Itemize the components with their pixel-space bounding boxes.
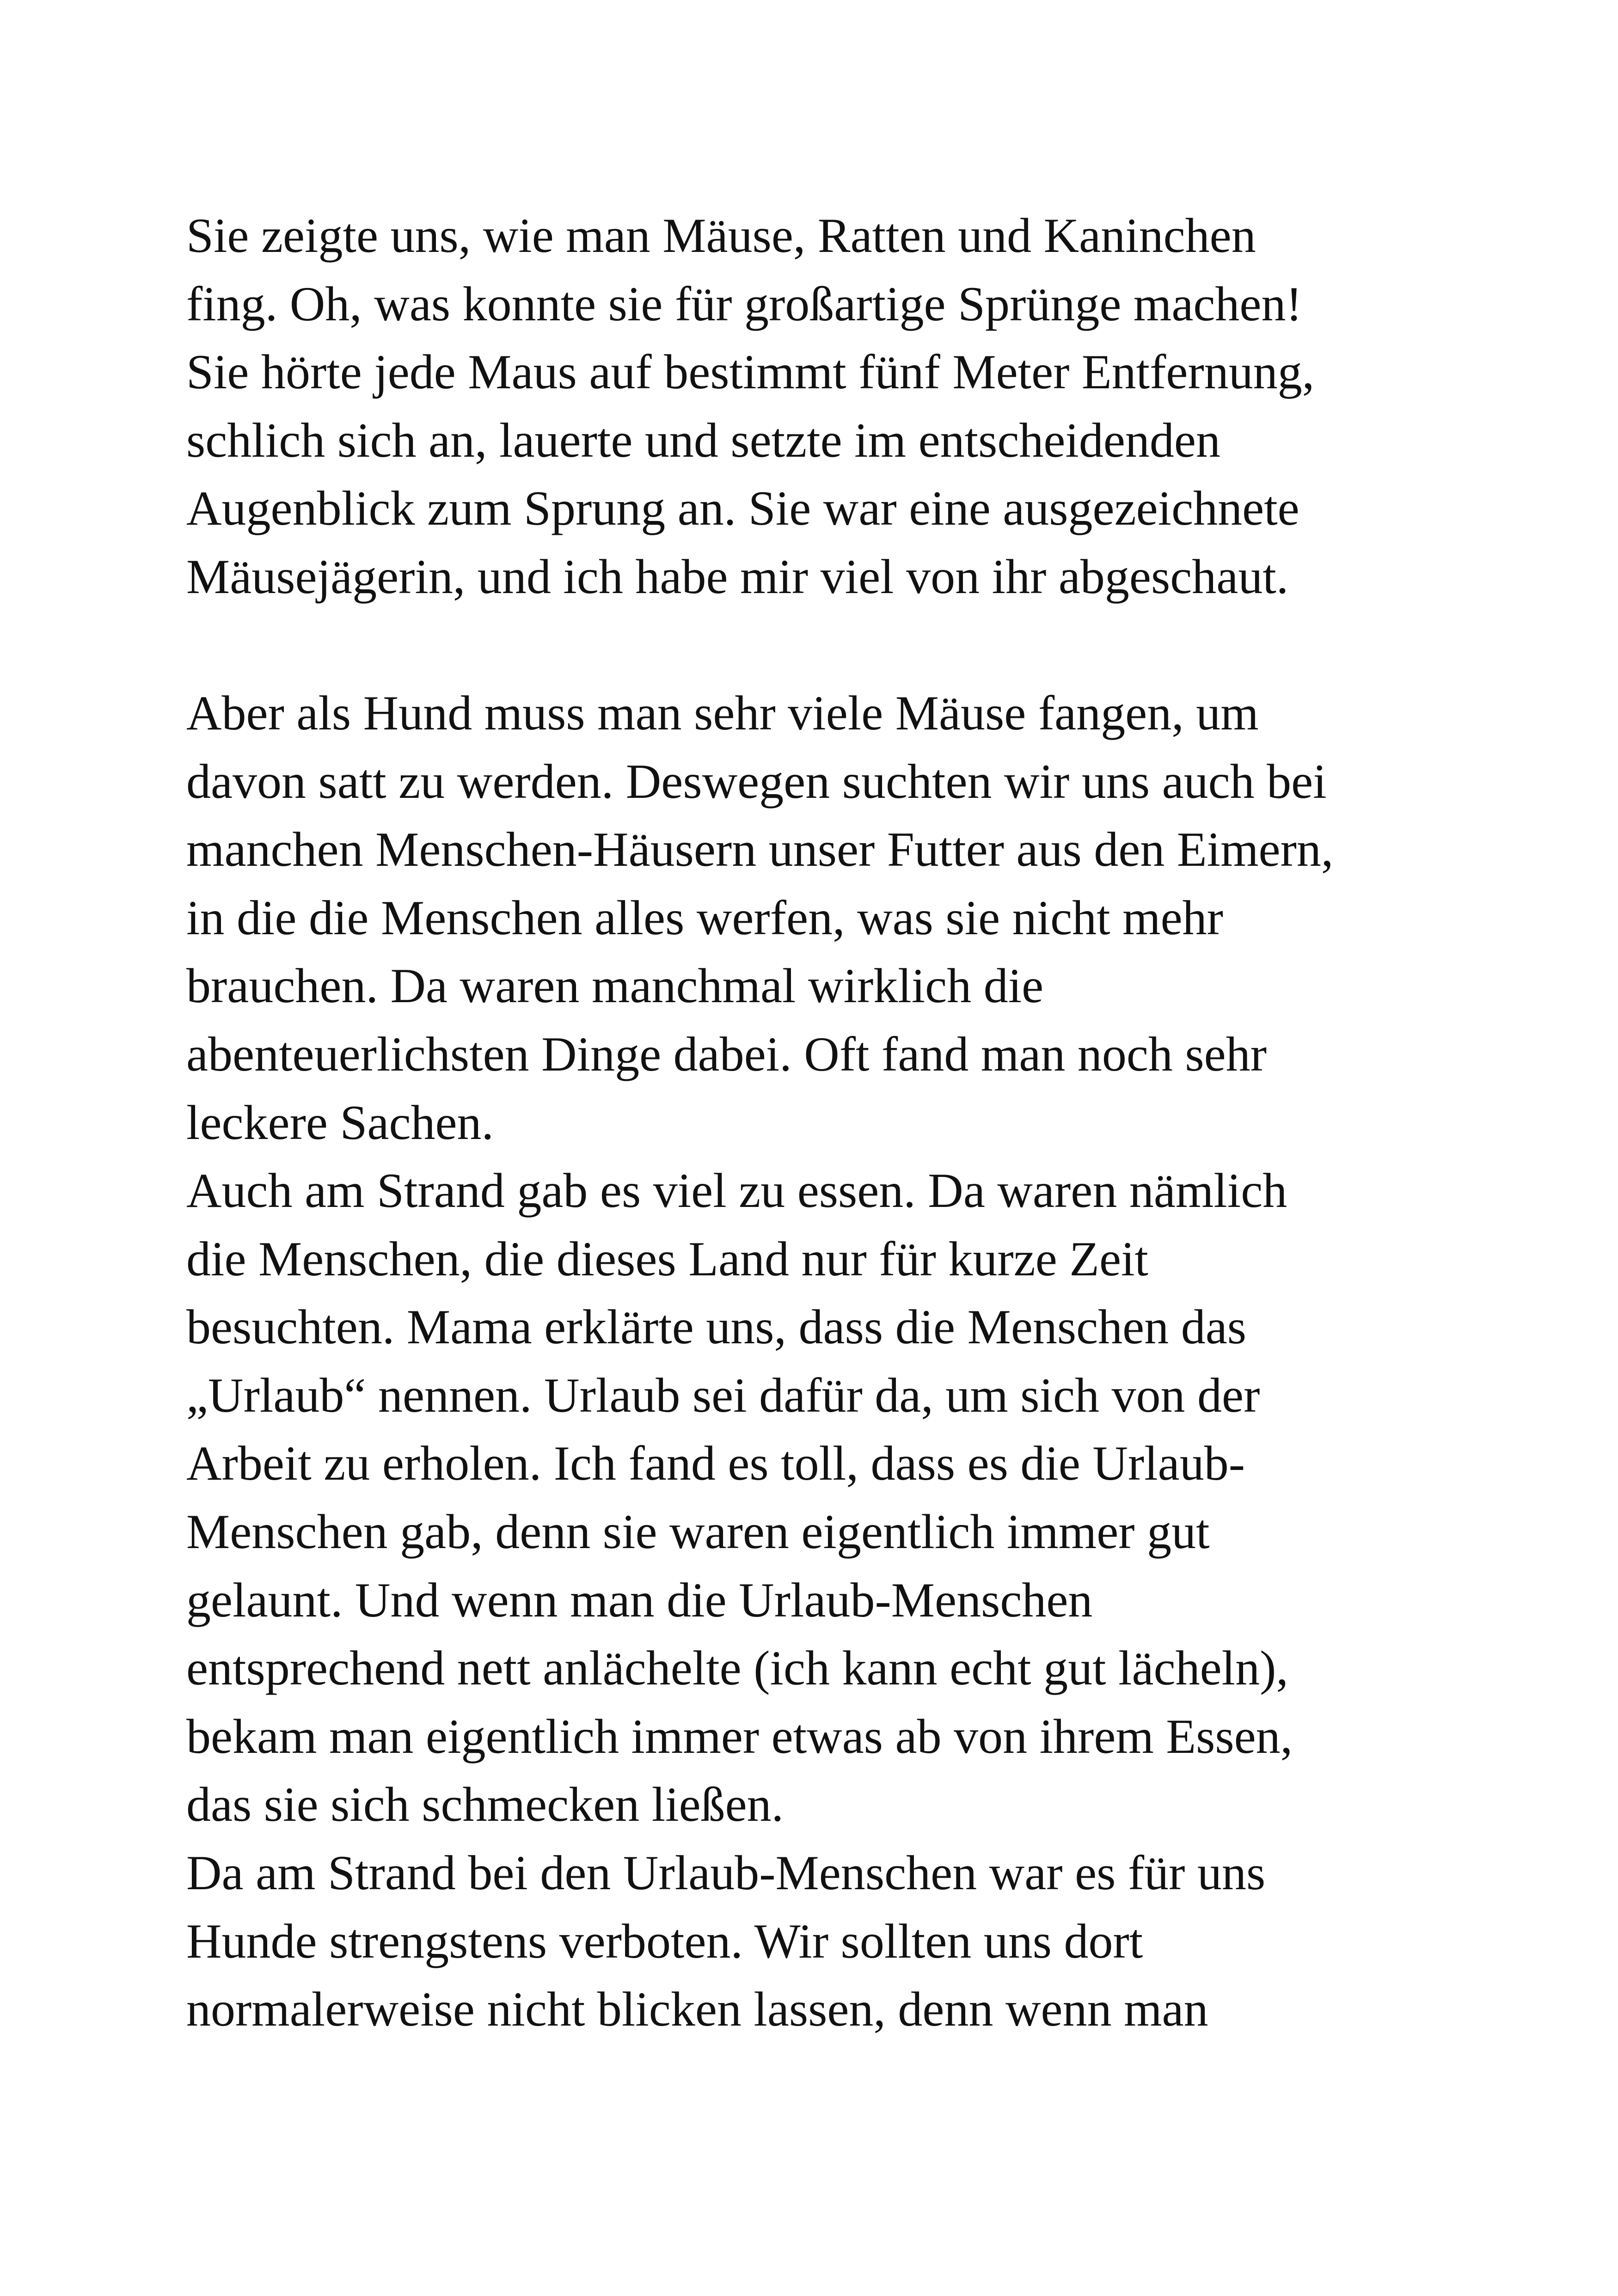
paragraph-beach-forbidden — [186, 1839, 1481, 2044]
paragraph-food-buckets — [186, 679, 1481, 1157]
text-line: schlich sich an, lauerte und setzte im entscheidenden — [186, 413, 1220, 467]
text-line: manchen Menschen-Häusern unser Futter aus den Eimern, — [186, 822, 1334, 877]
text-line: normalerweise nicht blicken lassen, denn wenn man — [186, 1982, 1208, 2037]
text-line: Arbeit zu erholen. Ich fand es toll, dass es die Urlaub- — [186, 1436, 1245, 1491]
paragraph-mouse-hunting — [186, 202, 1481, 611]
text-line: entsprechend nett anlächelte (ich kann echt gut lächeln), — [186, 1641, 1288, 1696]
text-line: Augenblick zum Sprung an. Sie war eine ausgezeichnete — [186, 481, 1299, 536]
text-line: besuchten. Mama erklärte uns, dass die Menschen das — [186, 1300, 1247, 1354]
text-line: die Menschen, die dieses Land nur für kurze Zeit — [186, 1231, 1148, 1286]
text-line: abenteuerlichsten Dinge dabei. Oft fand man noch sehr — [186, 1027, 1267, 1081]
text-line: davon satt zu werden. Deswegen suchten wir uns auch bei — [186, 754, 1327, 808]
text-line: Sie hörte jede Maus auf bestimmt fünf Meter Entfernung, — [186, 345, 1315, 399]
text-line: das sie sich schmecken ließen. — [186, 1777, 784, 1832]
text-line: „Urlaub“ nennen. Urlaub sei dafür da, um sich von der — [186, 1368, 1260, 1422]
text-line: Mäusejägerin, und ich habe mir viel von ihr abgeschaut. — [186, 549, 1289, 604]
text-line: Menschen gab, denn sie waren eigentlich immer gut — [186, 1504, 1210, 1559]
text-line: Aber als Hund muss man sehr viele Mäuse fangen, um — [186, 686, 1259, 740]
text-line: in die die Menschen alles werfen, was sie nicht mehr — [186, 890, 1223, 945]
text-line: Sie zeigte uns, wie man Mäuse, Ratten und Kaninchen — [186, 208, 1256, 263]
text-line: Auch am Strand gab es viel zu essen. Da waren nämlich — [186, 1163, 1287, 1218]
paragraph-beach-tourists — [186, 1157, 1481, 1839]
text-line: brauchen. Da waren manchmal wirklich die — [186, 959, 1044, 1013]
text-line: fing. Oh, was konnte sie für großartige Sprünge machen! — [186, 276, 1302, 331]
text-line: Hunde strengstens verboten. Wir sollten uns dort — [186, 1914, 1143, 1968]
text-line: leckere Sachen. — [186, 1095, 494, 1150]
text-line: gelaunt. Und wenn man die Urlaub-Menschen — [186, 1573, 1093, 1627]
text-line: bekam man eigentlich immer etwas ab von ihrem Essen, — [186, 1709, 1293, 1763]
text-line: Da am Strand bei den Urlaub-Menschen war es für uns — [186, 1846, 1266, 1900]
